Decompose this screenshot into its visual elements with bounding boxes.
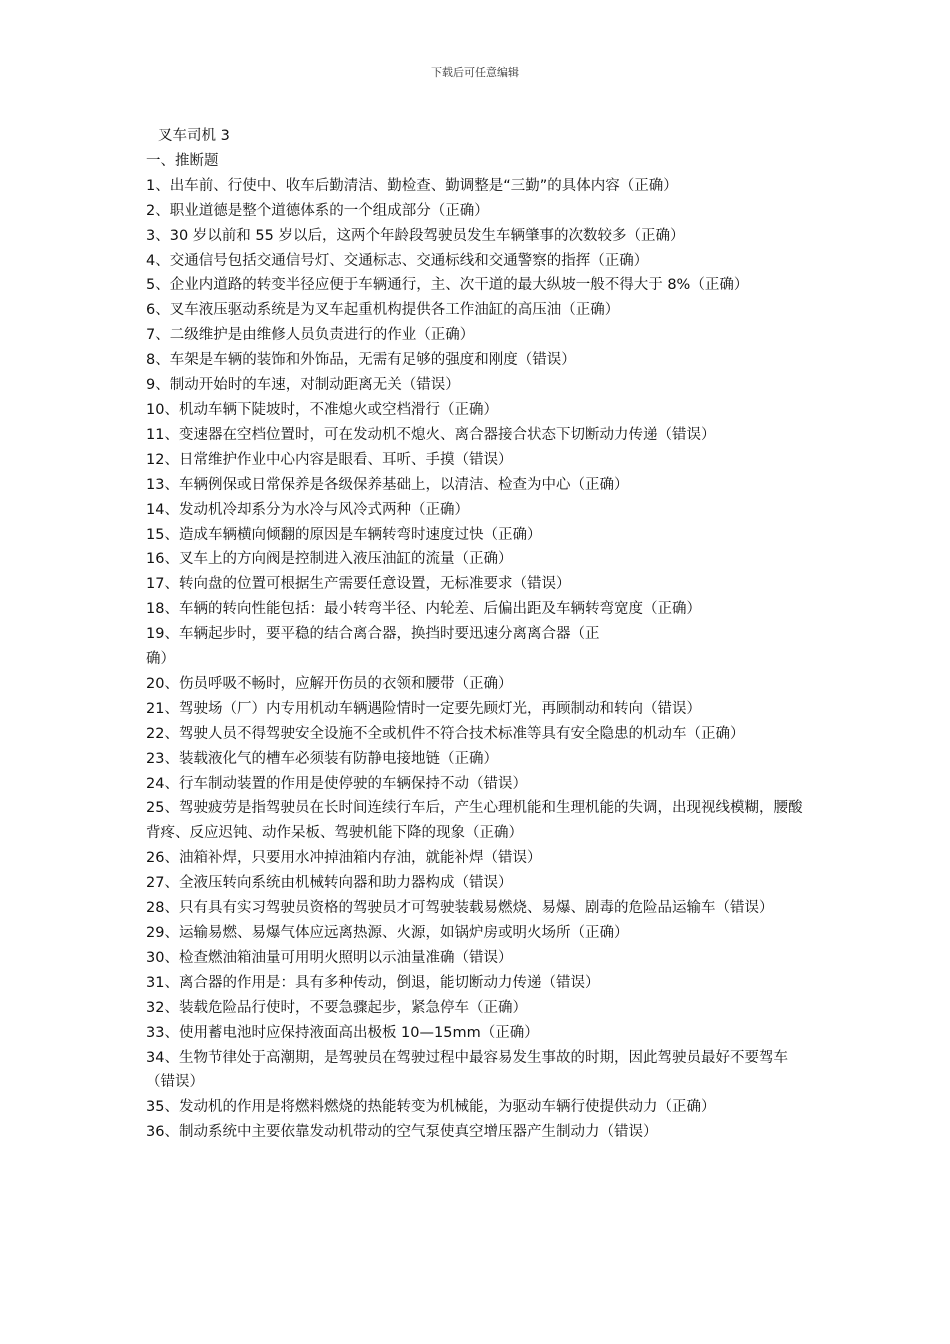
question-item: 36、制动系统中主要依靠发动机带动的空气泵使真空增压器产生制动力（错误） <box>146 1124 658 1141</box>
question-item: 16、叉车上的方向阀是控制进入液压油缸的流量（正确） <box>146 551 513 568</box>
question-item: 14、发动机冷却系分为水冷与风冷式两种（正确） <box>146 501 469 518</box>
page-header-note: 下载后可任意编辑 <box>431 66 519 79</box>
question-item: 5、企业内道路的转变半径应便于车辆通行，主、次干道的最大纵坡一般不得大于 8%（正确） <box>146 277 749 294</box>
question-item: 29、运输易燃、易爆气体应远离热源、火源，如锅炉房或明火场所（正确） <box>146 925 629 941</box>
question-item: 11、变速器在空档位置时，可在发动机不熄火、离合器接合状态下切断动力传递（错误） <box>146 426 716 443</box>
question-item: 6、叉车液压驱动系统是为叉车起重机构提供各工作油缸的高压油（正确） <box>146 302 620 319</box>
question-item: 7、二级维护是由维修人员负责进行的作业（正确） <box>146 327 475 344</box>
question-item: 25、驾驶疲劳是指驾驶员在长时间连续行车后，产生心理机能和生理机能的失调，出现视线模糊，腰酸背疼、反应迟钝、动作呆板、驾驶机能下降的现象（正确） <box>146 800 803 842</box>
question-item: 17、转向盘的位置可根据生产需要任意设置，无标准要求（错误） <box>146 576 571 593</box>
question-item: 35、发动机的作用是将燃料燃烧的热能转变为机械能，为驱动车辆行使提供动力（正确） <box>146 1099 716 1116</box>
question-item: 26、油箱补焊，只要用水冲掉油箱内存油，就能补焊（错误） <box>146 850 542 867</box>
question-item: 10、机动车辆下陡坡时，不准熄火或空档滑行（正确） <box>146 401 498 418</box>
section-heading: 一、推断题 <box>146 152 219 169</box>
question-item: 30、检查燃油箱油量可用明火照明以示油量准确（错误） <box>146 949 513 966</box>
question-item: 22、驾驶人员不得驾驶安全设施不全或机件不符合技术标准等具有安全隐患的机动车（正确） <box>146 725 745 742</box>
document-title: 叉车司机 3 <box>158 128 230 144</box>
question-item: 31、离合器的作用是：具有多种传动，倒退，能切断动力传递（错误） <box>146 974 600 991</box>
question-item: 4、交通信号包括交通信号灯、交通标志、交通标线和交通警察的指挥（正确） <box>146 252 649 269</box>
document-body <box>146 124 814 1145</box>
question-item: 34、生物节律处于高潮期，是驾驶员在驾驶过程中最容易发生事故的时期，因此驾驶员最好不要驾车（错误） <box>146 1049 788 1091</box>
question-item: 3、30 岁以前和 55 岁以后，这两个年龄段驾驶员发生车辆肇事的次数较多（正确） <box>146 227 685 244</box>
question-item: 21、驾驶场（厂）内专用机动车辆遇险情时一定要先顾灯光，再顾制动和转向（错误） <box>146 700 701 717</box>
question-item: 13、车辆例保或日常保养是各级保养基础上，以清洁、检查为中心（正确） <box>146 476 629 493</box>
question-item: 27、全液压转向系统由机械转向器和助力器构成（错误） <box>146 875 513 892</box>
question-item: 32、装载危险品行使时，不要急骤起步，紧急停车（正确） <box>146 999 527 1016</box>
question-item: 23、装载液化气的槽车必须装有防静电接地链（正确） <box>146 750 498 767</box>
question-item: 1、出车前、行使中、收车后勤清洁、勤检查、勤调整是“三勤”的具体内容（正确） <box>146 177 678 194</box>
question-item: 9、制动开始时的车速，对制动距离无关（错误） <box>146 377 460 394</box>
question-item: 24、行车制动装置的作用是使停驶的车辆保持不动（错误） <box>146 775 527 792</box>
question-list <box>146 174 814 1145</box>
question-item: 8、车架是车辆的装饰和外饰品，无需有足够的强度和刚度（错误） <box>146 352 576 369</box>
question-item: 18、车辆的转向性能包括：最小转弯半径、内轮差、后偏出距及车辆转弯宽度（正确） <box>146 601 701 618</box>
question-item: 33、使用蓄电池时应保持液面高出极板 10—15mm（正确） <box>146 1024 539 1041</box>
question-item: 15、造成车辆横向倾翻的原因是车辆转弯时速度过快（正确） <box>146 526 542 543</box>
question-item: 19、车辆起步时，要平稳的结合离合器，换挡时要迅速分离离合器（正 确） <box>146 626 600 668</box>
question-item: 2、职业道德是整个道德体系的一个组成部分（正确） <box>146 202 489 219</box>
question-item: 12、日常维护作业中心内容是眼看、耳听、手摸（错误） <box>146 451 513 468</box>
question-item: 20、伤员呼吸不畅时，应解开伤员的衣领和腰带（正确） <box>146 675 513 692</box>
question-item: 28、只有具有实习驾驶员资格的驾驶员才可驾驶装载易燃烧、易爆、剧毒的危险品运输车（错误） <box>146 900 774 917</box>
